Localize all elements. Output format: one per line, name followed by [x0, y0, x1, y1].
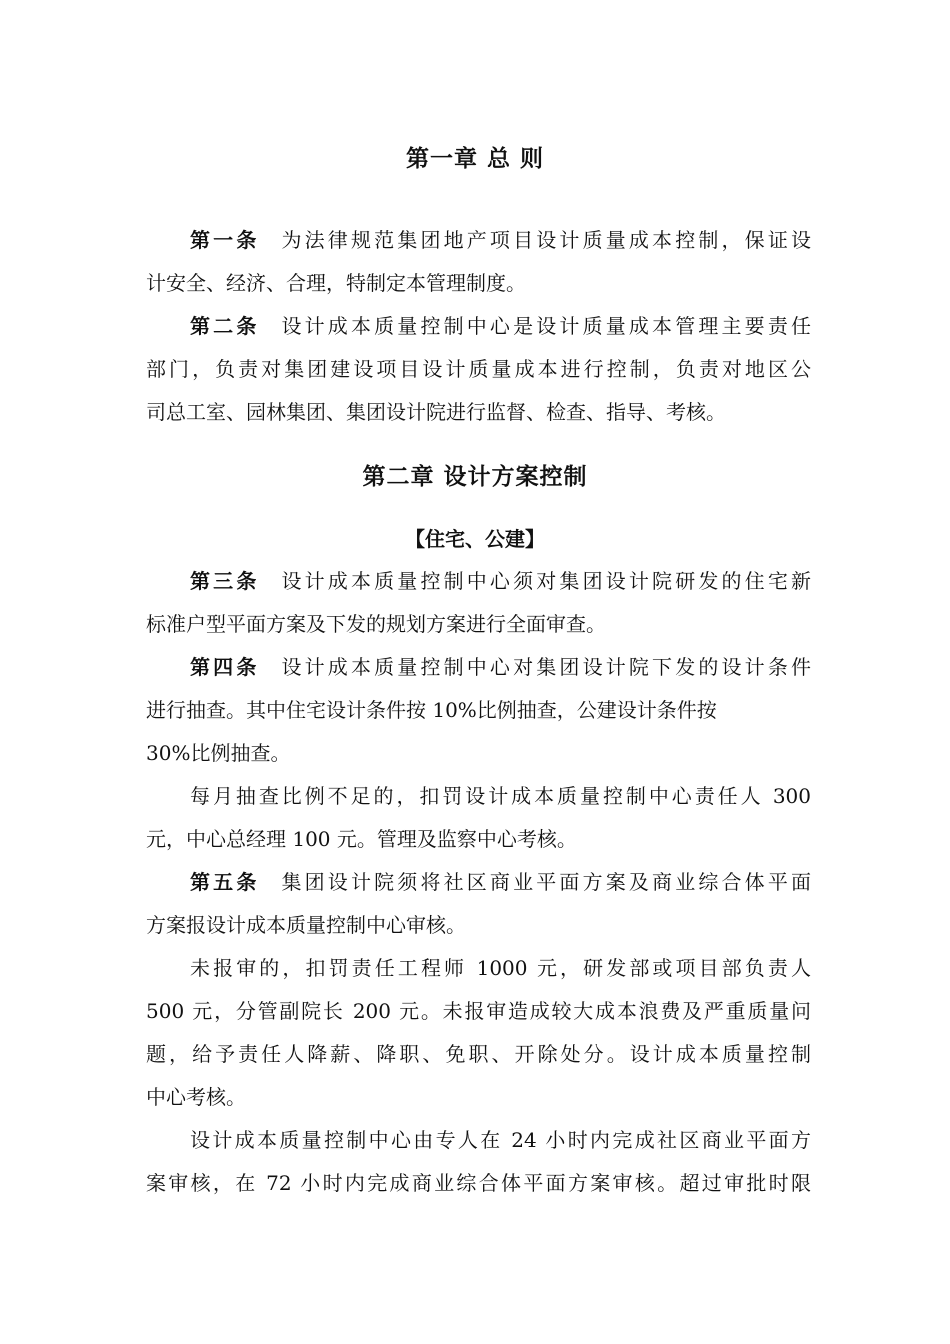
article-5-p2-line-1: 未报审的，扣罚责任工程师 1000 元，研发部或项目部负责人 [190, 956, 811, 980]
article-5-text-1: 集团设计院须将社区商业平面方案及商业综合体平面 [281, 870, 812, 894]
article-5-line-2: 方案报设计成本质量控制中心审核。 [146, 913, 466, 937]
section-residential-public: 【住宅、公建】 [405, 527, 545, 551]
article-5-p2-line-3: 题，给予责任人降薪、降职、免职、开除处分。设计成本质量控制 [146, 1042, 811, 1066]
article-2-text-1: 设计成本质量控制中心是设计质量成本管理主要责任 [281, 314, 812, 338]
article-2-line-1 [190, 311, 811, 341]
article-4-text-1: 设计成本质量控制中心对集团设计院下发的设计条件 [281, 655, 812, 679]
article-3-line-2: 标准户型平面方案及下发的规划方案进行全面审查。 [146, 612, 606, 636]
article-1-label: 第一条 [190, 228, 260, 252]
article-5-line-1 [190, 867, 811, 897]
article-1-text-1: 为法律规范集团地产项目设计质量成本控制，保证设 [281, 228, 812, 252]
article-4-p2-line-1: 每月抽查比例不足的，扣罚设计成本质量控制中心责任人 300 [190, 784, 811, 808]
chapter-2-title: 第二章 设计方案控制 [362, 464, 588, 490]
article-2-label: 第二条 [190, 314, 260, 338]
article-4-line-2: 进行抽查。其中住宅设计条件按 10%比例抽查，公建设计条件按 [146, 698, 717, 722]
article-4-line-3: 30%比例抽查。 [146, 741, 291, 765]
article-5-label: 第五条 [190, 870, 260, 894]
article-2-line-2: 部门，负责对集团建设项目设计质量成本进行控制，负责对地区公 [146, 357, 811, 381]
article-1-line-2: 计安全、经济、合理，特制定本管理制度。 [146, 271, 526, 295]
article-3-text-1: 设计成本质量控制中心须对集团设计院研发的住宅新 [281, 569, 812, 593]
article-4-label: 第四条 [190, 655, 260, 679]
article-5-p3-line-1: 设计成本质量控制中心由专人在 24 小时内完成社区商业平面方 [190, 1128, 811, 1152]
article-4-p2-line-2: 元，中心总经理 100 元。管理及监察中心考核。 [146, 827, 577, 851]
article-1-line-1 [190, 225, 811, 255]
article-5-p3-line-2: 案审核，在 72 小时内完成商业综合体平面方案审核。超过审批时限 [146, 1171, 811, 1195]
chapter-1-title: 第一章 总 则 [405, 146, 544, 172]
article-4-line-1 [190, 652, 811, 682]
article-5-p2-line-2: 500 元，分管副院长 200 元。未报审造成较大成本浪费及严重质量问 [146, 999, 811, 1023]
article-5-p2-line-4: 中心考核。 [146, 1085, 246, 1109]
article-2-line-3: 司总工室、园林集团、集团设计院进行监督、检查、指导、考核。 [146, 400, 726, 424]
article-3-line-1 [190, 566, 811, 596]
article-3-label: 第三条 [190, 569, 260, 593]
